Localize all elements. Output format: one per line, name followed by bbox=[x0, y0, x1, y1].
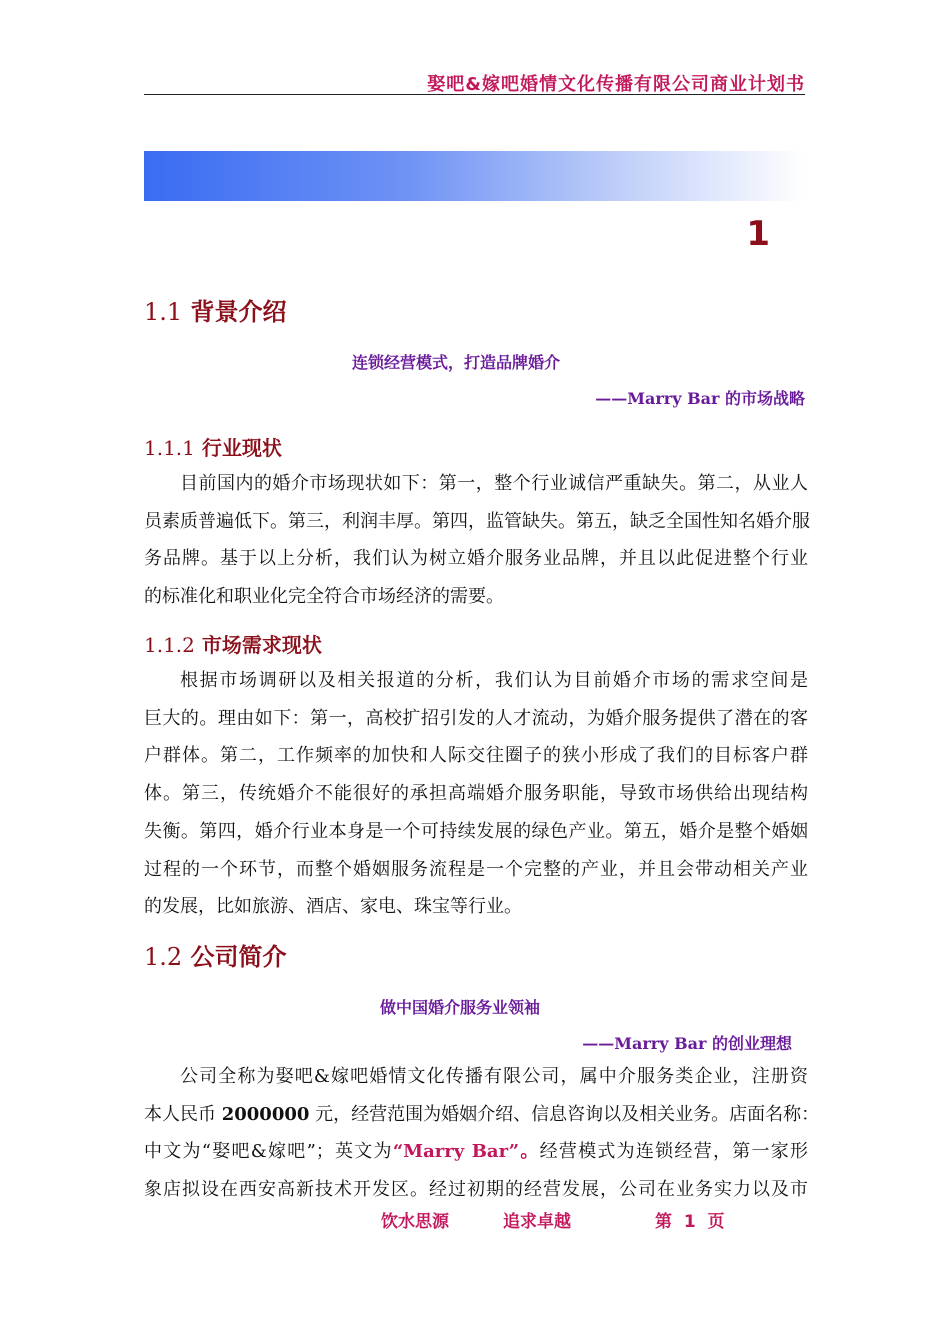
section-title: 背景介绍 bbox=[190, 297, 287, 326]
paragraph-line: 的标准化和职业化完全符合市场经济的需要。 bbox=[144, 586, 504, 608]
section-slogan-attribution: ——Marry Bar 的市场战略 bbox=[595, 389, 805, 408]
paragraph-line bbox=[144, 1096, 820, 1134]
section-slogan-attribution: ——Marry Bar 的创业理想 bbox=[582, 1034, 792, 1053]
paragraph-line bbox=[144, 1133, 808, 1171]
paragraph-line: 户群体。第二，工作频率的加快和人际交往圈子的狭小形成了我们的目标客户群 bbox=[144, 745, 808, 767]
page-num: 1 bbox=[683, 1212, 696, 1232]
paragraph-line: 巨大的。理由如下：第一，高校扩招引发的人才流动，为婚介服务提供了潜在的客 bbox=[144, 707, 808, 729]
subsection-number: 1.1.1 bbox=[144, 436, 195, 460]
registered-capital: 2000000 bbox=[221, 1103, 310, 1125]
text-segment: 经营模式为连锁经营，第一家形 bbox=[539, 1141, 808, 1163]
section-number: 1.1 bbox=[144, 298, 183, 326]
subsection-heading-1-1-1 bbox=[144, 432, 282, 461]
footer-motto-2: 追求卓越 bbox=[503, 1212, 571, 1232]
footer-page-number bbox=[655, 1207, 725, 1232]
page-suffix: 页 bbox=[707, 1212, 725, 1232]
paragraph-line: 务品牌。基于以上分析，我们认为树立婚介服务业品牌，并且以此促进整个行业 bbox=[144, 548, 808, 570]
paragraph-line: 的发展，比如旅游、酒店、家电、珠宝等行业。 bbox=[144, 896, 522, 918]
paragraph-line: 目前国内的婚介市场现状如下：第一，整个行业诚信严重缺失。第二，从业人 bbox=[180, 473, 808, 494]
section-heading-1-1 bbox=[144, 292, 287, 327]
paragraph-line: 员素质普遍低下。第三，利润丰厚。第四，监管缺失。第五，缺乏全国性知名婚介服 bbox=[144, 510, 810, 532]
subsection-title: 市场需求现状 bbox=[201, 633, 322, 657]
chapter-number: 1 bbox=[746, 214, 770, 254]
subsection-number: 1.1.2 bbox=[144, 633, 195, 657]
document-header-title: 娶吧&嫁吧婚情文化传播有限公司商业计划书 bbox=[427, 74, 805, 95]
paragraph-line: 根据市场调研以及相关报道的分析，我们认为目前婚介市场的需求空间是 bbox=[180, 670, 808, 691]
header-divider bbox=[144, 94, 805, 95]
subsection-heading-1-1-2 bbox=[144, 629, 322, 658]
text-segment: 中文为“娶吧&嫁吧”；英文为 bbox=[144, 1141, 393, 1163]
english-brand-name: “Marry Bar”。 bbox=[392, 1141, 540, 1163]
paragraph-line: 公司全称为娶吧&嫁吧婚情文化传播有限公司，属中介服务类企业，注册资 bbox=[180, 1066, 808, 1087]
section-slogan: 连锁经营模式，打造品牌婚介 bbox=[352, 353, 561, 372]
section-number: 1.2 bbox=[144, 943, 183, 971]
section-heading-1-2 bbox=[144, 937, 287, 972]
paragraph-industry-status bbox=[144, 465, 808, 616]
paragraph-company-intro bbox=[144, 1058, 820, 1209]
section-title: 公司简介 bbox=[190, 942, 287, 971]
paragraph-line: 体。第三，传统婚介不能很好的承担高端婚介服务职能，导致市场供给出现结构 bbox=[144, 783, 808, 805]
paragraph-line: 象店拟设在西安高新技术开发区。经过初期的经营发展，公司在业务实力以及市 bbox=[144, 1179, 808, 1201]
page-prefix: 第 bbox=[655, 1212, 672, 1232]
text-segment: 元，经营范围为婚姻介绍、信息咨询以及相关业务。店面名称： bbox=[309, 1103, 820, 1125]
paragraph-line: 过程的一个环节，而整个婚姻服务流程是一个完整的产业，并且会带动相关产业 bbox=[144, 858, 808, 880]
paragraph-line: 失衡。第四，婚介行业本身是一个可持续发展的绿色产业。第五，婚介是整个婚姻 bbox=[144, 820, 808, 842]
chapter-gradient-banner bbox=[144, 151, 805, 201]
section-slogan: 做中国婚介服务业领袖 bbox=[380, 998, 541, 1017]
subsection-title: 行业现状 bbox=[201, 436, 282, 460]
text-segment: 本人民币 bbox=[144, 1103, 222, 1125]
footer-motto-1: 饮水思源 bbox=[381, 1212, 449, 1232]
paragraph-market-demand bbox=[144, 662, 808, 926]
